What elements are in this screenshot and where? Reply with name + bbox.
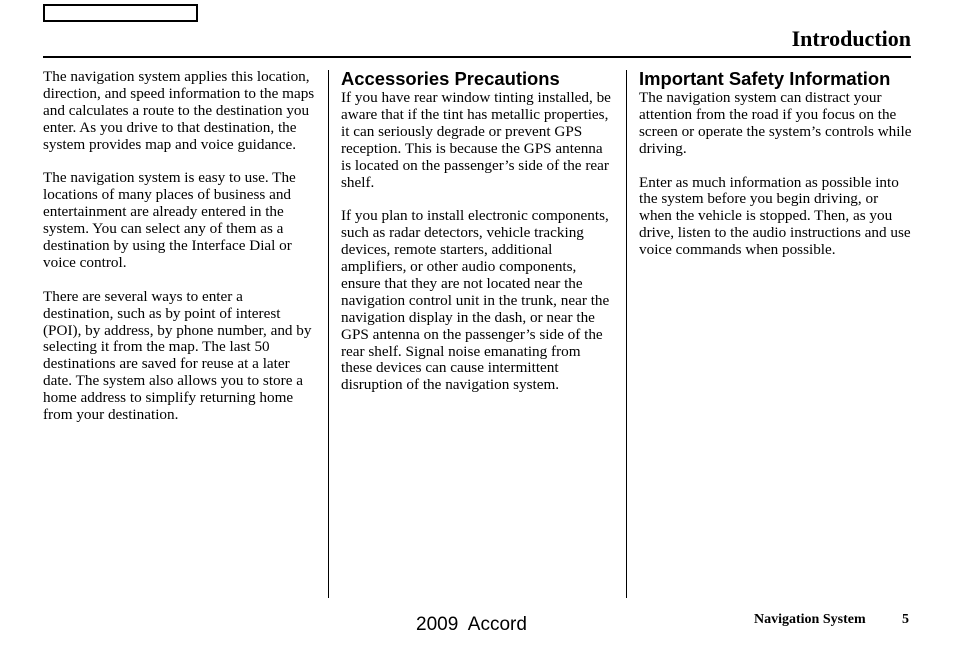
section-heading-safety: Important Safety Information (639, 68, 891, 89)
header-tab-box (43, 4, 198, 22)
page-title: Introduction (791, 26, 911, 51)
column-3 (639, 68, 914, 276)
paragraph: The navigation system is easy to use. The locations of many places of business and entertainment are already entered in the system. You can select any of them as a destination by using the Interface Dial or voice control. (43, 169, 296, 271)
paragraph: The navigation system applies this location, direction, and speed information to the maps and calculates a route to the destination you enter. As you drive to that destination, the system provides map and voice guidance. (43, 68, 315, 153)
page-number: 5 (902, 612, 909, 627)
paragraph: If you plan to install electronic components, such as radar detectors, vehicle tracking devices, remote starters, additional amplifiers, or other audio components, ensure that they are not located near the navigation control unit in the trunk, near the navigation display in the dash, or near the GPS antenna on the passenger’s side of the rear shelf. Signal noise emanating from these devices can cause intermittent disruption of the navigation system. (341, 207, 610, 394)
column-divider (626, 70, 627, 598)
column-2 (341, 68, 613, 411)
header-rule (43, 56, 911, 58)
column-1 (43, 69, 315, 441)
footer-section-name: Navigation System (754, 612, 866, 627)
paragraph: There are several ways to enter a destination, such as by point of interest (POI), by address, by phone number, and by selecting it from the map. The last 50 destinations are saved for reuse at a later date. The system also allows you to store a home address to simplify returning home from your destination. (43, 287, 312, 424)
section-heading-accessories: Accessories Precautions (341, 68, 560, 89)
paragraph: The navigation system can distract your attention from the road if you focus on the screen or operate the system’s controls while driving. (639, 89, 912, 157)
column-divider (328, 70, 329, 598)
footer-model: 2009 Accord (416, 614, 527, 635)
paragraph: If you have rear window tinting installed, be aware that if the tint has metallic properties, it can seriously degrade or prevent GPS reception. This is because the GPS antenna is located on the passenger’s side of the rear shelf. (341, 89, 611, 191)
paragraph: Enter as much information as possible into the system before you begin driving, or when the vehicle is stopped. Then, as you drive, listen to the audio instructions and use voice commands when possible. (639, 173, 911, 259)
